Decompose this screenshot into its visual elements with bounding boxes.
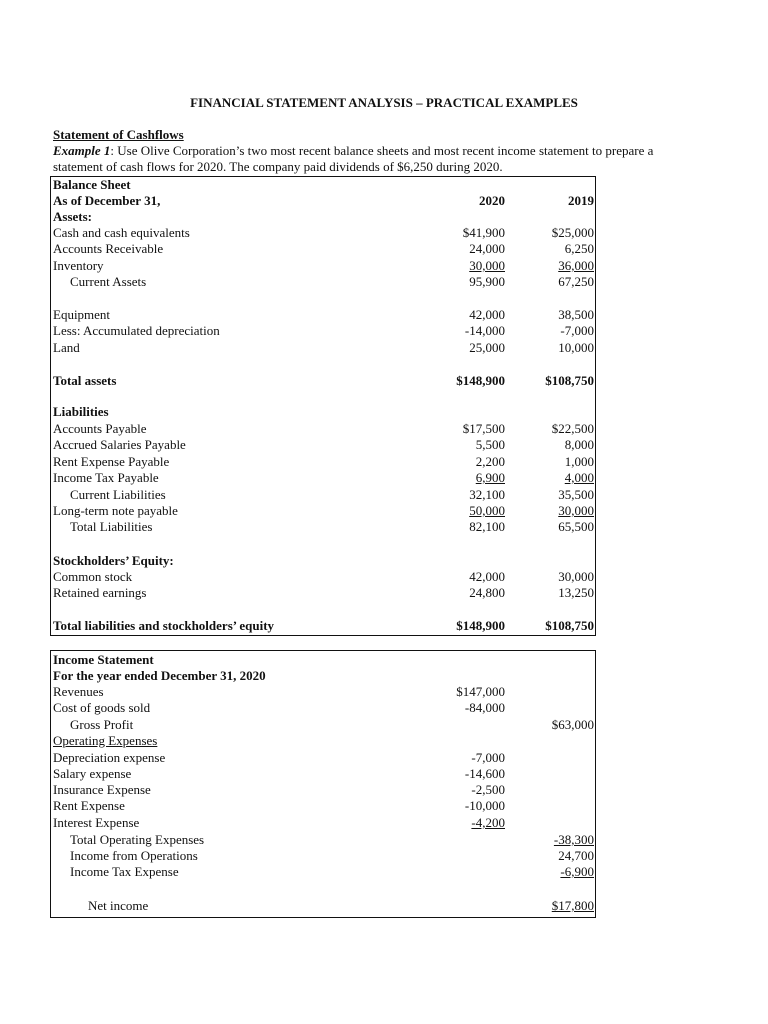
ca-2019: 67,250 <box>558 274 594 289</box>
accdep-2020: -14,000 <box>464 323 505 338</box>
col-2019-header: 2019 <box>568 193 594 208</box>
rev-label: Revenues <box>53 684 104 699</box>
tl-2020: 82,100 <box>469 519 505 534</box>
col-2020-header: 2020 <box>479 193 505 208</box>
cash-2019: $25,000 <box>551 225 594 240</box>
equip-2020: 42,000 <box>469 307 505 322</box>
ite-value: -6,900 <box>560 864 594 879</box>
se-heading: Stockholders’ Equity: <box>53 553 174 568</box>
section-title: Statement of Cashflows <box>53 127 184 142</box>
tlse-2020: $148,900 <box>456 618 505 633</box>
equip-label: Equipment <box>53 307 111 322</box>
land-label: Land <box>53 340 80 355</box>
itp-2019: 4,000 <box>564 470 594 485</box>
ni-label: Net income <box>88 898 149 913</box>
inv-2020: 30,000 <box>469 258 505 273</box>
ins-label: Insurance Expense <box>53 782 151 797</box>
cl-2019: 35,500 <box>558 487 594 502</box>
re-label: Retained earnings <box>53 585 147 600</box>
bs-as-of: As of December 31, <box>53 193 161 208</box>
rep-label: Rent Expense Payable <box>53 454 170 469</box>
re-2020: 24,800 <box>469 585 505 600</box>
tlse-label: Total liabilities and stockholders’ equity <box>53 618 275 633</box>
land-2020: 25,000 <box>469 340 505 355</box>
total-assets-2020: $148,900 <box>456 373 505 388</box>
itp-2020: 6,900 <box>475 470 505 485</box>
document-title: FINANCIAL STATEMENT ANALYSIS – PRACTICAL EXAMPLES <box>190 95 578 110</box>
inv-label: Inventory <box>53 258 104 273</box>
ltn-label: Long-term note payable <box>53 503 178 518</box>
accdep-2019: -7,000 <box>560 323 594 338</box>
cash-label: Cash and cash equivalents <box>53 225 190 240</box>
example-text-1: : Use Olive Corporation’s two most recent balance sheets and most recent income statement to prepare a <box>110 143 654 158</box>
total-assets-2019: $108,750 <box>545 373 594 388</box>
ar-2020: 24,000 <box>469 241 505 256</box>
ifo-value: 24,700 <box>558 848 594 863</box>
toe-label: Total Operating Expenses <box>70 832 205 847</box>
cl-label: Current Liabilities <box>70 487 166 502</box>
rent-label: Rent Expense <box>53 798 125 813</box>
ca-label: Current Assets <box>70 274 147 289</box>
ar-label: Accounts Receivable <box>53 241 164 256</box>
ltn-2020: 50,000 <box>469 503 505 518</box>
ap-2020: $17,500 <box>462 421 505 436</box>
itp-label: Income Tax Payable <box>53 470 159 485</box>
ca-2020: 95,900 <box>469 274 505 289</box>
dep-value: -7,000 <box>471 750 505 765</box>
cl-2020: 32,100 <box>469 487 505 502</box>
int-label: Interest Expense <box>53 815 140 830</box>
rep-2019: 1,000 <box>564 454 594 469</box>
cogs-value: -84,000 <box>464 700 505 715</box>
cs-2019: 30,000 <box>558 569 594 584</box>
liabilities-heading: Liabilities <box>53 404 109 419</box>
example-paragraph-line-1 <box>53 143 653 159</box>
asp-label: Accrued Salaries Payable <box>53 437 186 452</box>
is-title: Income Statement <box>53 652 154 667</box>
tlse-2019: $108,750 <box>545 618 594 633</box>
cs-2020: 42,000 <box>469 569 505 584</box>
cash-2020: $41,900 <box>462 225 505 240</box>
total-assets-label: Total assets <box>53 373 117 388</box>
assets-heading: Assets: <box>53 209 92 224</box>
asp-2019: 8,000 <box>564 437 594 452</box>
asp-2020: 5,500 <box>475 437 505 452</box>
ins-value: -2,500 <box>471 782 505 797</box>
toe-value: -38,300 <box>553 832 594 847</box>
ite-label: Income Tax Expense <box>70 864 179 879</box>
sal-label: Salary expense <box>53 766 132 781</box>
inv-2019: 36,000 <box>558 258 594 273</box>
tl-label: Total Liabilities <box>70 519 153 534</box>
ltn-2019: 30,000 <box>558 503 594 518</box>
is-period: For the year ended December 31, 2020 <box>53 668 266 683</box>
equip-2019: 38,500 <box>558 307 594 322</box>
ni-value: $17,800 <box>551 898 594 913</box>
rev-value: $147,000 <box>456 684 505 699</box>
cogs-label: Cost of goods sold <box>53 700 151 715</box>
gp-label: Gross Profit <box>70 717 134 732</box>
dep-label: Depreciation expense <box>53 750 166 765</box>
rep-2020: 2,200 <box>475 454 505 469</box>
sal-value: -14,600 <box>464 766 505 781</box>
ifo-label: Income from Operations <box>70 848 198 863</box>
opex-heading: Operating Expenses <box>53 733 158 748</box>
ap-2019: $22,500 <box>551 421 594 436</box>
land-2019: 10,000 <box>558 340 594 355</box>
gp-value: $63,000 <box>551 717 594 732</box>
ap-label: Accounts Payable <box>53 421 147 436</box>
example-paragraph-line-2: statement of cash flows for 2020. The company paid dividends of $6,250 during 2020. <box>53 159 503 174</box>
example-label: Example 1 <box>53 143 111 158</box>
accdep-label: Less: Accumulated depreciation <box>53 323 220 338</box>
rent-value: -10,000 <box>464 798 505 813</box>
tl-2019: 65,500 <box>558 519 594 534</box>
ar-2019: 6,250 <box>564 241 594 256</box>
cs-label: Common stock <box>53 569 133 584</box>
int-value: -4,200 <box>471 815 505 830</box>
bs-title: Balance Sheet <box>53 177 131 192</box>
re-2019: 13,250 <box>558 585 594 600</box>
